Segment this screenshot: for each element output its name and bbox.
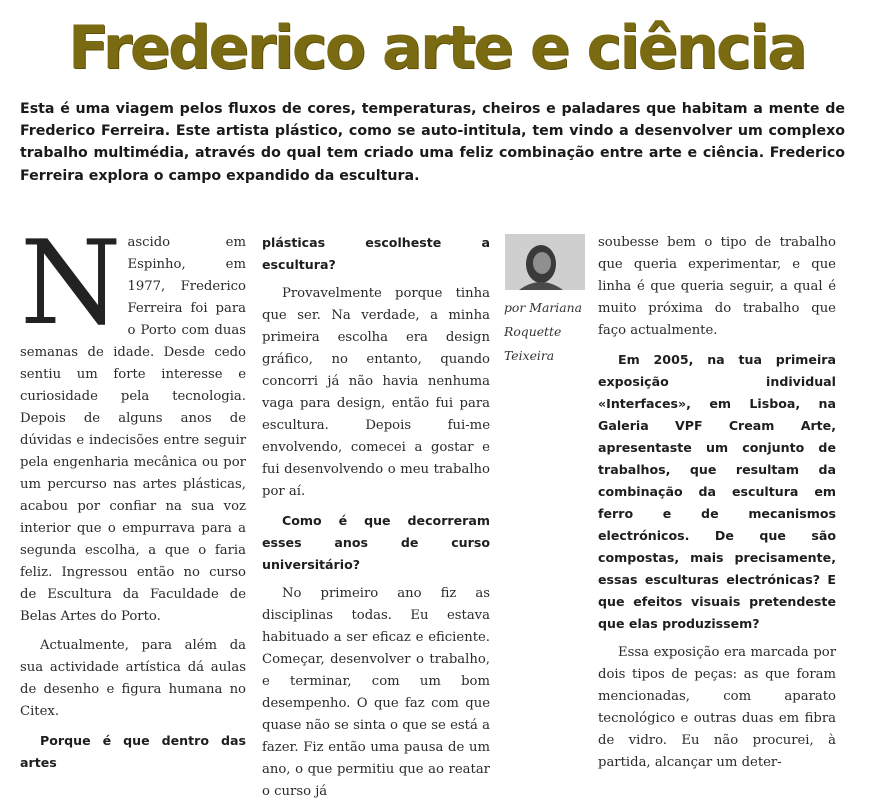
article-title: Frederico arte e ciência	[68, 13, 805, 83]
intro-text: ascido em Espinho, em 1977, Frederico Ferreira foi para o Porto com duas semanas de idade. Desde cedo sentiu um forte interesse e curiosidade pela tecnologia. Depois de alguns anos de dúvidas e indecisões entre seguir pela engenharia mecânica ou por um percurso nas artes plásticas, acabou por confiar na sua voz interior que o empurrava para a segunda escolha, a que o faria feliz. Ingressou então no curso de Escultura da Faculdade de Belas Artes do Porto.	[20, 235, 246, 624]
answer-paragraph: Provavelmente porque tinha que ser. Na verdade, a minha primeira escolha era design gráfico, no entanto, quando concorri já não havia nenhuma vaga para design, então fui para escultura. Depois fui-me envolvendo, comecei a gostar e fui desenvolvendo o meu trabalho por aí.	[262, 286, 490, 499]
author-photo	[505, 234, 585, 290]
question: Em 2005, na tua primeira exposição individual «Interfaces», em Lisboa, na Galeria VPF Cream Arte, apresentaste um conjunto de trabalhos, que resultam da combinação da escultura em ferro e de mecanismos electrónicos. De que são compostas, mais precisamente, essas esculturas electrónicas? E que efeitos visuais pretendeste que elas produzissem?	[598, 352, 836, 631]
answer-paragraph: Essa exposição era marcada por dois tipos de peças: as que foram mencionadas, com aparato tecnológico e outras duas em fibra de vidro. Eu não procurei, à partida, alcançar um deter-	[598, 645, 836, 770]
intro-paragraph	[20, 216, 246, 628]
article-lead: Esta é uma viagem pelos fluxos de cores, temperaturas, cheiros e paladares que habitam a mente de Frederico Ferreira. Este artista plástico, como se auto-intitula, tem vindo a desenvolver um complexo trabalho multimédia, através do qual tem criado uma feliz combinação entre arte e ciência. Frederico Ferreira explora o campo expandido da escultura.	[20, 101, 845, 184]
drop-cap: N	[20, 216, 122, 351]
question: Como é que decorreram esses anos de curso universitário?	[262, 513, 490, 572]
column-4	[598, 232, 836, 774]
answer-continued: soubesse bem o tipo de trabalho que queria experimentar, e que linha é que queria seguir, a qual é muito próxima do trabalho que faço actualmente.	[598, 235, 836, 338]
author-portrait-icon	[505, 234, 585, 290]
author-credit: por Mariana Roquette Teixeira	[504, 300, 582, 363]
column-1	[20, 216, 246, 774]
column-2	[262, 232, 490, 803]
question-start: Porque é que dentro das artes	[20, 733, 246, 770]
answer-paragraph: No primeiro ano fiz as disciplinas todas. Eu estava habituado a ser eficaz e eficiente. Começar, desenvolver o trabalho, e terminar, com um bom desempenho. O que faz com que quase não se sinta o que se está a fazer. Fiz então uma pausa de um ano, o que permitiu que ao reatar o curso já	[262, 586, 490, 799]
question-continued: plásticas escolheste a escultura?	[262, 235, 490, 272]
paragraph: Actualmente, para além da sua actividade artística dá aulas de desenho e figura humana no Citex.	[20, 638, 246, 719]
